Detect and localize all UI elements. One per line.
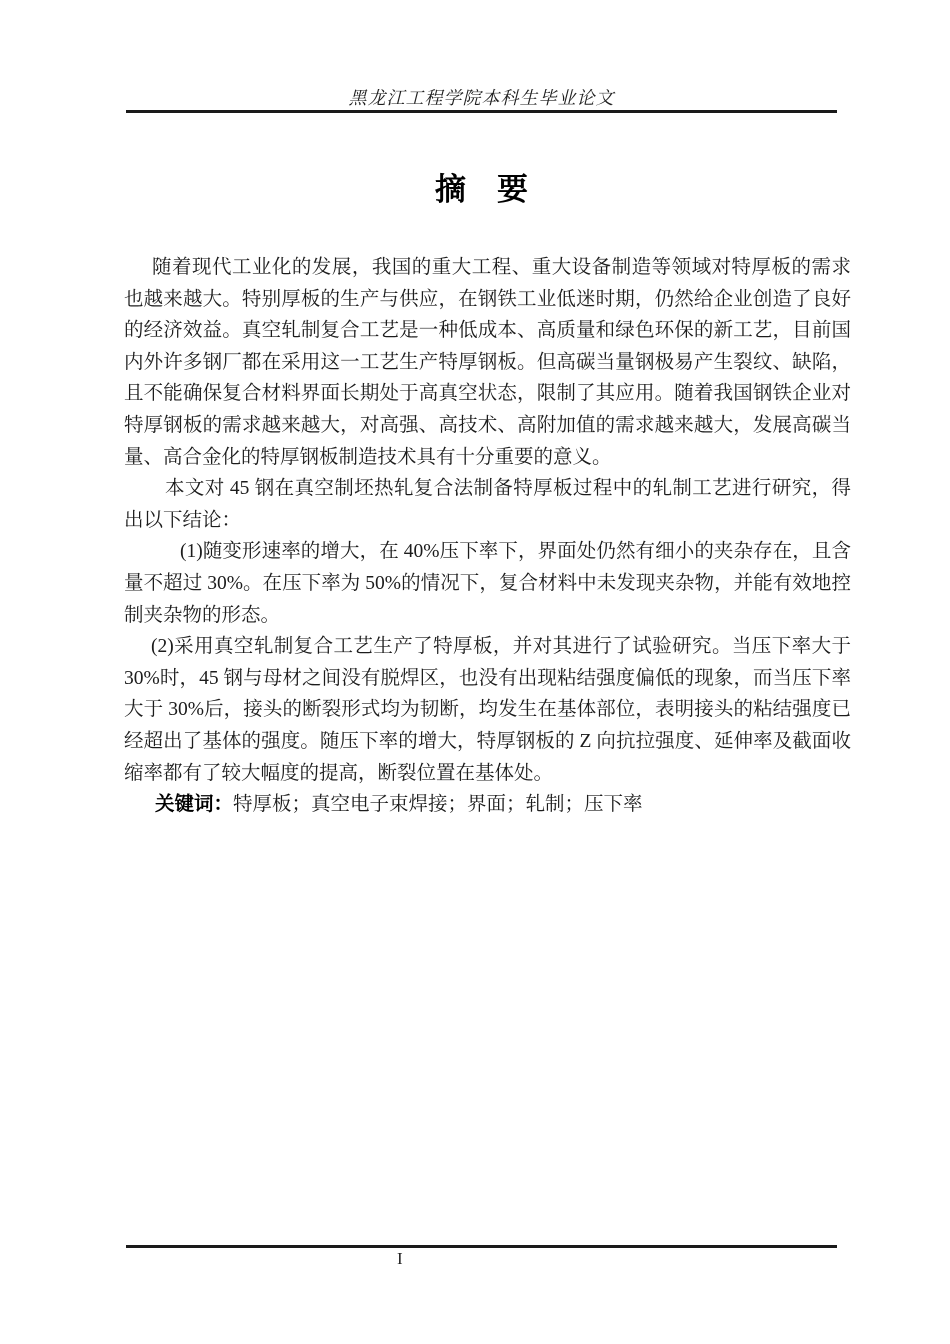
- header-rule: [126, 110, 837, 113]
- abstract-paragraph: (2)采用真空轧制复合工艺生产了特厚板，并对其进行了试验研究。当压下率大于 30%时，45 钢与母材之间没有脱焊区，也没有出现粘结强度偏低的现象，而当压下率大于 30%后，接头的断裂形式均为韧断，均发生在基体部位，表明接头的粘结强度已经超出了基体的强度。随压下率的增大，特厚钢板的 Z 向抗拉强度、延伸率及截面收缩率都有了较大幅度的提高，断裂位置在基体处。: [124, 636, 851, 784]
- abstract-title: 摘 要: [435, 172, 528, 207]
- keywords-label: 关键词：: [155, 793, 234, 816]
- abstract-paragraph: 本文对 45 钢在真空制坯热轧复合法制备特厚板过程中的轧制工艺进行研究，得出以下结论：: [124, 478, 851, 531]
- page-number: I: [397, 1249, 403, 1268]
- abstract-paragraph: 随着现代工业化的发展，我国的重大工程、重大设备制造等领域对特厚板的需求也越来越大。特别厚板的生产与供应，在钢铁工业低迷时期，仍然给企业创造了良好的经济效益。真空轧制复合工艺是一种低成本、高质量和绿色环保的新工艺，目前国内外许多钢厂都在采用这一工艺生产特厚钢板。但高碳当量钢极易产生裂纹、缺陷，且不能确保复合材料界面长期处于高真空状态，限制了其应用。随着我国钢铁企业对特厚钢板的需求越来越大，对高强、高技术、高附加值的需求越来越大，发展高碳当量、高合金化的特厚钢板制造技术具有十分重要的意义。: [124, 257, 851, 468]
- footer-rule: [126, 1245, 837, 1248]
- abstract-paragraph: (1)随变形速率的增大，在 40%压下率下，界面处仍然有细小的夹杂存在，且含量不超过 30%。在压下率为 50%的情况下，复合材料中未发现夹杂物，并能有效地控制夹杂物的形态。: [124, 541, 851, 626]
- page-header-text: 黑龙江工程学院本科生毕业论文: [348, 88, 615, 108]
- abstract-body: [124, 252, 851, 821]
- keywords-line: [124, 789, 851, 821]
- keywords-text: 特厚板；真空电子束焊接；界面；轧制；压下率: [233, 794, 643, 816]
